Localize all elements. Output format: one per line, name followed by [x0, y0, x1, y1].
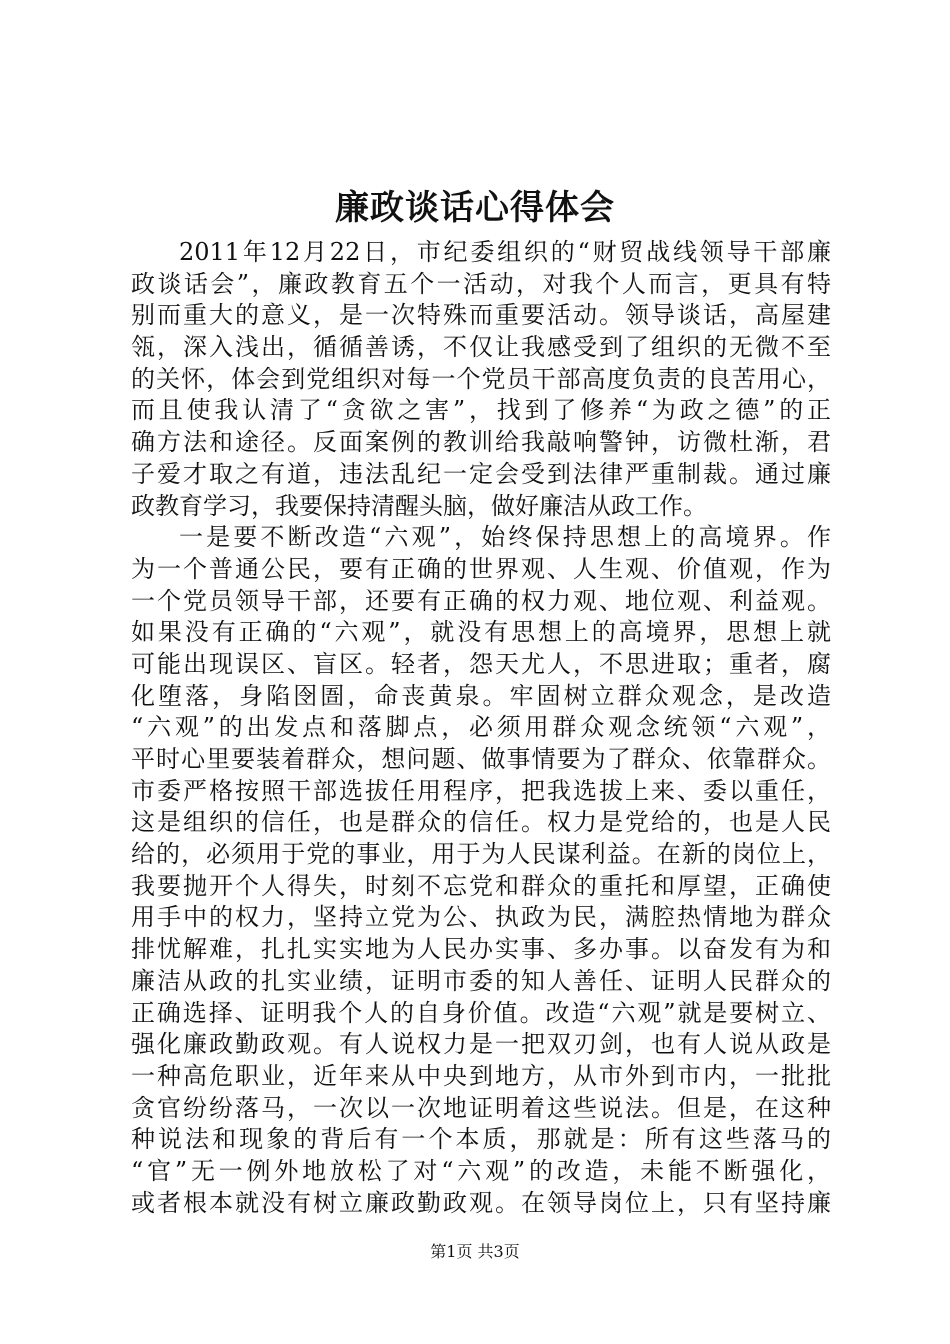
text-line: 2011年12月22日，市纪委组织的“财贸战线领导干部廉	[179, 238, 831, 266]
text-line: 用手中的权力，坚持立党为公、执政为民，满腔热情地为群众	[131, 903, 831, 932]
text-line: 正确选择、证明我个人的自身价值。改造“六观”就是要树立、	[131, 998, 831, 1027]
document-body	[131, 237, 831, 1219]
text-line: 瓴，深入浅出，循循善诱，不仅让我感受到了组织的无微不至	[131, 333, 831, 362]
text-line: 别而重大的意义，是一次特殊而重要活动。领导谈话，高屋建	[131, 301, 831, 330]
text-line: 一是要不断改造“六观”，始终保持思想上的高境界。作	[179, 523, 831, 552]
text-line: 如果没有正确的“六观”，就没有思想上的高境界，思想上就	[131, 618, 831, 647]
text-line: 或者根本就没有树立廉政勤政观。在领导岗位上，只有坚持廉	[131, 1188, 831, 1217]
text-line: 为一个普通公民，要有正确的世界观、人生观、价值观，作为	[131, 554, 831, 583]
text-line: 化堕落，身陷囹圄，命丧黄泉。牢固树立群众观念，是改造	[131, 681, 831, 710]
text-line: 种说法和现象的背后有一个本质，那就是：所有这些落马的	[131, 1125, 831, 1154]
text-line: 一种高危职业，近年来从中央到地方，从市外到市内，一批批	[131, 1061, 831, 1090]
text-line: 市委严格按照干部选拔任用程序，把我选拔上来、委以重任，	[131, 776, 831, 805]
page-footer: 第1页 共3页	[430, 1242, 520, 1261]
text-line: 确方法和途径。反面案例的教训给我敲响警钟，访微杜渐，君	[131, 428, 831, 457]
text-line: 贪官纷纷落马，一次以一次地证明着这些说法。但是，在这种	[131, 1093, 831, 1122]
text-line: 政谈话会”，廉政教育五个一活动，对我个人而言，更具有特	[131, 269, 831, 298]
text-line: 廉洁从政的扎实业绩，证明市委的知人善任、证明人民群众的	[131, 966, 831, 995]
text-line: 可能出现误区、盲区。轻者，怨天尤人，不思进取；重者，腐	[131, 649, 831, 678]
text-line: 的关怀，体会到党组织对每一个党员干部高度负责的良苦用心，	[131, 364, 831, 393]
text-line: “六观”的出发点和落脚点，必须用群众观念统领“六观”，	[131, 713, 831, 742]
text-line: 子爱才取之有道，违法乱纪一定会受到法律严重制裁。通过廉	[131, 459, 831, 488]
text-line: 我要抛开个人得失，时刻不忘党和群众的重托和厚望，正确使	[131, 871, 831, 900]
text-line: 而且使我认清了“贪欲之害”，找到了修养“为政之德”的正	[131, 396, 831, 425]
text-line: 平时心里要装着群众，想问题、做事情要为了群众、依靠群众。	[131, 745, 831, 773]
document-title: 廉政谈话心得体会	[335, 188, 615, 228]
text-line: 给的，必须用于党的事业，用于为人民谋利益。在新的岗位上，	[131, 840, 831, 869]
text-line: “官”无一例外地放松了对“六观”的改造，未能不断强化，	[131, 1156, 831, 1185]
text-line: 排忧解难，扎扎实实地为人民办实事、多办事。以奋发有为和	[131, 935, 831, 964]
text-line: 政教育学习，我要保持清醒头脑，做好廉洁从政工作。	[131, 491, 707, 520]
text-line: 强化廉政勤政观。有人说权力是一把双刃剑，也有人说从政是	[131, 1030, 831, 1059]
text-line: 这是组织的信任，也是群众的信任。权力是党给的，也是人民	[131, 808, 831, 837]
text-line: 一个党员领导干部，还要有正确的权力观、地位观、利益观。	[131, 586, 831, 615]
